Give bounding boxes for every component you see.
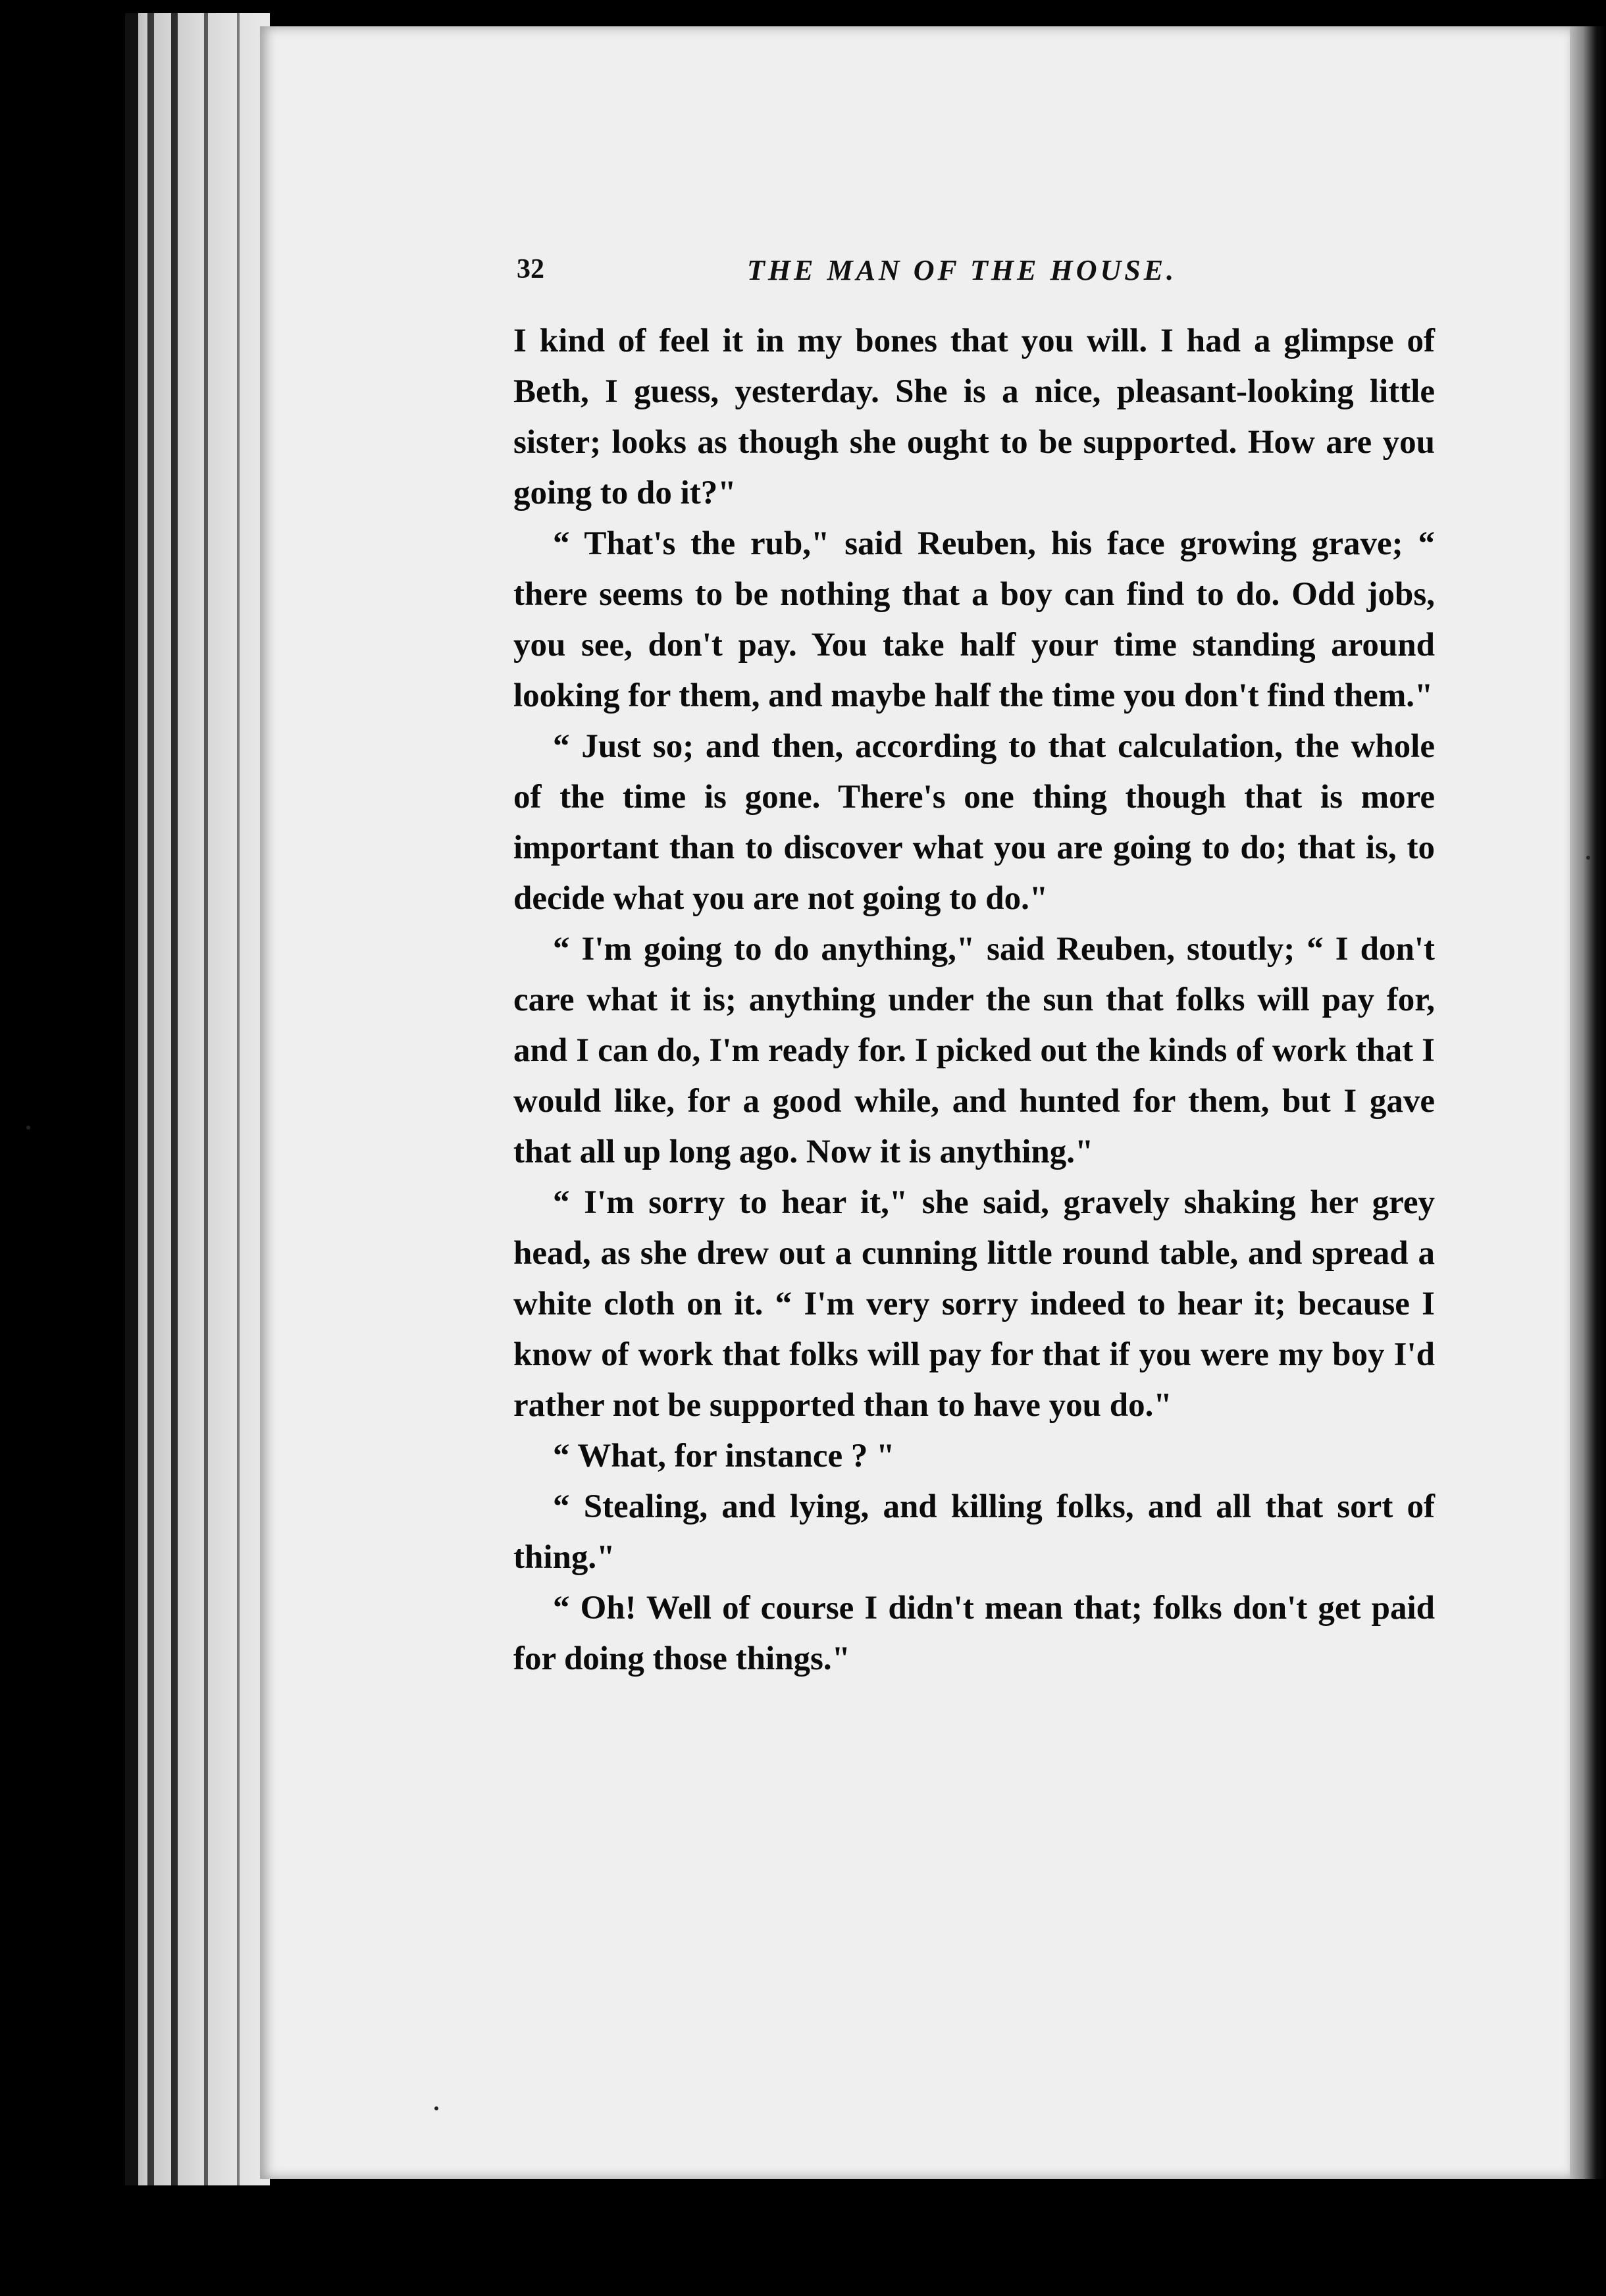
page-number: 32 xyxy=(517,254,544,284)
paragraph: “ Stealing, and lying, and killing folks, and all that sort of thing." xyxy=(513,1488,1435,1576)
dust-speck xyxy=(1586,856,1590,860)
paragraph: I kind of feel it in my bones that you will. I had a glimpse of Beth, I guess, yesterday. She is a nice, pleasant-looking little sister; looks as though she ought to be supported. How are you going to do it?" xyxy=(513,323,1435,511)
dust-speck xyxy=(26,1126,30,1130)
page-header xyxy=(260,253,1234,300)
paragraph: “ What, for instance ? " xyxy=(553,1438,895,1474)
page-edges xyxy=(125,13,270,2185)
body-text xyxy=(513,316,1435,1684)
paragraph: “ That's the rub," said Reuben, his face growing grave; “ there seems to be nothing that a boy can find to do. Odd jobs, you see, don't pay. You take half your time standing around looking for them, and maybe half the time you don't find them." xyxy=(513,525,1435,714)
binding-shadow xyxy=(1570,26,1606,2179)
paragraph: “ Oh! Well of course I didn't mean that; folks don't get paid for doing those things." xyxy=(513,1590,1435,1677)
paragraph: “ Just so; and then, according to that calculation, the whole of the time is gone. There's one thing though that is more important than to discover what you are going to do; that is, to decide what you are not going to do." xyxy=(513,728,1435,917)
running-head: THE MAN OF THE HOUSE. xyxy=(747,254,1178,286)
paragraph: “ I'm going to do anything," said Reuben, stoutly; “ I don't care what it is; anything under the sun that folks will pay for, and I can do, I'm ready for. I picked out the kinds of work that I would like, for a good while, and hunted for them, but I gave that all up long ago. Now it is anything." xyxy=(513,931,1435,1170)
paragraph: “ I'm sorry to hear it," she said, gravely shaking her grey head, as she drew out a cunning little round table, and spread a white cloth on it. “ I'm very sorry indeed to hear it; because I know of work that folks will pay for that if you were my boy I'd rather not be supported than to have you do." xyxy=(513,1184,1435,1424)
dust-speck xyxy=(434,2106,438,2110)
